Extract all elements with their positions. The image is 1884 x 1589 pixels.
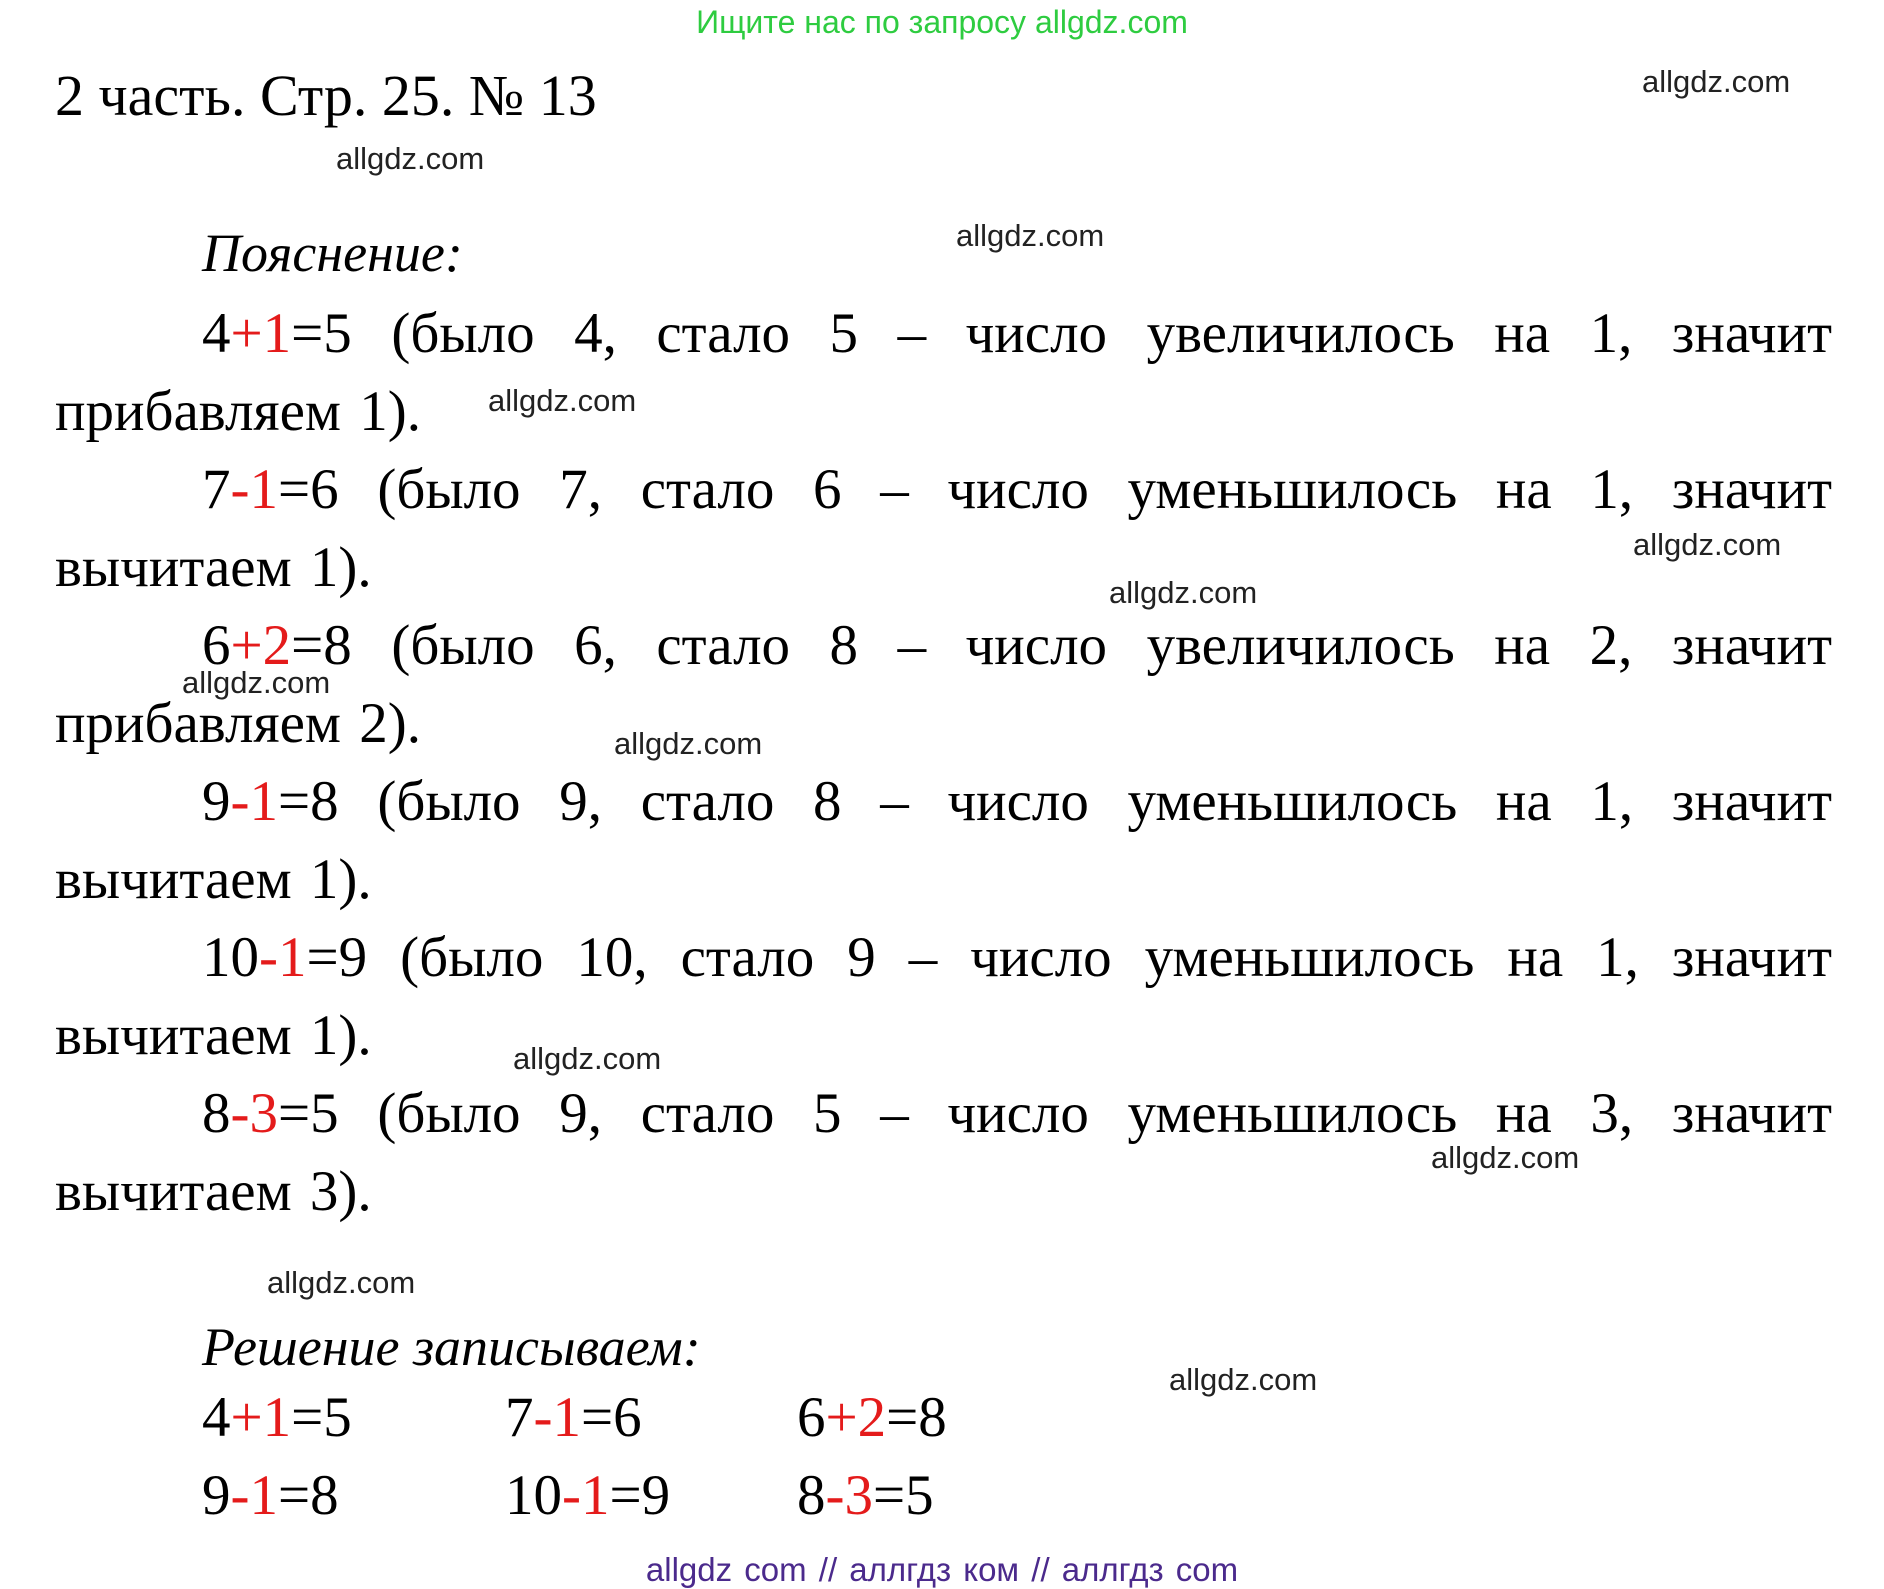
eq-operator: +	[825, 1386, 858, 1449]
eq-operator: -	[562, 1464, 581, 1527]
eq-operator: -	[230, 770, 250, 833]
eq-operand-highlight: 3	[844, 1464, 873, 1527]
explanation-paragraph	[55, 451, 1832, 607]
eq-operator: -	[259, 926, 278, 989]
eq-operand: 6	[202, 614, 231, 677]
eq-result: =6	[277, 458, 339, 521]
eq-operand-highlight: 1	[262, 302, 292, 365]
solution-equation	[202, 1385, 352, 1450]
explanation-text: (было 6, стало 8 – число увеличилось на 2, значит прибавляем 2).	[55, 614, 1832, 755]
eq-operand: 9	[202, 770, 231, 833]
eq-operand: 7	[505, 1386, 534, 1449]
explanation-paragraph	[55, 295, 1832, 451]
eq-operand: 7	[202, 458, 231, 521]
watermark: allgdz.com	[1109, 575, 1258, 610]
eq-result: =5	[277, 1082, 339, 1145]
eq-result: =8	[277, 1464, 339, 1527]
eq-operand: 10	[202, 926, 259, 989]
explanation-text: (было 10, стало 9 – число уменьшилось на 1, значит вычитаем 1).	[55, 926, 1832, 1067]
eq-operand-highlight: 3	[249, 1082, 278, 1145]
solution-equation	[202, 1463, 339, 1528]
solution-equation	[505, 1463, 670, 1528]
eq-operand: 6	[797, 1386, 826, 1449]
eq-operand: 4	[202, 1386, 231, 1449]
explanation-text: (было 4, стало 5 – число увеличилось на 1, значит прибавляем 1).	[55, 302, 1832, 443]
eq-result: =6	[580, 1386, 642, 1449]
explanation-paragraph	[55, 919, 1832, 1075]
eq-result: =9	[609, 1464, 671, 1527]
eq-operator: -	[230, 1082, 250, 1145]
watermark: allgdz.com	[513, 1041, 662, 1076]
eq-result: =5	[291, 1386, 352, 1449]
solution-equation	[797, 1463, 934, 1528]
eq-result: =5	[872, 1464, 934, 1527]
explanation-paragraph	[55, 763, 1832, 919]
eq-result: =9	[306, 926, 368, 989]
eq-result: =5	[291, 302, 352, 365]
explanation-text: (было 9, стало 8 – число уменьшилось на 1, значит вычитаем 1).	[55, 770, 1832, 911]
eq-operand-highlight: 1	[249, 770, 278, 833]
eq-operand-highlight: 2	[262, 614, 292, 677]
eq-operand-highlight: 2	[857, 1386, 887, 1449]
explanation-text: (было 9, стало 5 – число уменьшилось на 3, значит вычитаем 3).	[55, 1082, 1832, 1223]
eq-operand: 8	[202, 1082, 231, 1145]
watermark: allgdz.com	[1169, 1362, 1318, 1397]
solution-equation	[797, 1385, 947, 1450]
watermark: allgdz.com	[1633, 527, 1782, 562]
eq-operand-highlight: 1	[249, 1464, 278, 1527]
solution-heading: Решение записываем:	[202, 1317, 701, 1377]
eq-operand-highlight: 1	[552, 1386, 581, 1449]
eq-operator: -	[533, 1386, 553, 1449]
solution-equation	[505, 1385, 642, 1450]
footer-watermark: allgdz com // аллгдз ком // аллгдз com	[645, 1551, 1239, 1588]
eq-operand: 9	[202, 1464, 231, 1527]
eq-operand-highlight: 1	[249, 458, 278, 521]
watermark: allgdz.com	[956, 218, 1105, 253]
eq-operator: -	[230, 1464, 250, 1527]
watermark: allgdz.com	[1642, 64, 1791, 99]
eq-operand: 10	[505, 1464, 562, 1527]
eq-result: =8	[886, 1386, 947, 1449]
eq-operator: -	[825, 1464, 845, 1527]
watermark: allgdz.com	[267, 1265, 416, 1300]
eq-result: =8	[277, 770, 339, 833]
eq-operand-highlight: 1	[580, 1464, 610, 1527]
eq-operator: +	[230, 302, 263, 365]
watermark: allgdz.com	[1431, 1140, 1580, 1175]
watermark: allgdz.com	[182, 665, 331, 700]
eq-operand-highlight: 1	[277, 926, 307, 989]
eq-operator: +	[230, 614, 263, 677]
page-title: 2 часть. Стр. 25. № 13	[55, 63, 597, 128]
watermark: allgdz.com	[488, 383, 637, 418]
eq-operand-highlight: 1	[262, 1386, 292, 1449]
eq-operator: -	[230, 458, 250, 521]
eq-operand: 4	[202, 302, 231, 365]
eq-operator: +	[230, 1386, 263, 1449]
top-banner: Ищите нас по запросу allgdz.com	[696, 4, 1188, 40]
watermark: allgdz.com	[336, 141, 485, 176]
watermark: allgdz.com	[614, 726, 763, 761]
eq-result: =8	[291, 614, 352, 677]
explanation-heading: Пояснение:	[202, 223, 463, 283]
eq-operand: 8	[797, 1464, 826, 1527]
explanation-text: (было 7, стало 6 – число уменьшилось на 1, значит вычитаем 1).	[55, 458, 1832, 599]
